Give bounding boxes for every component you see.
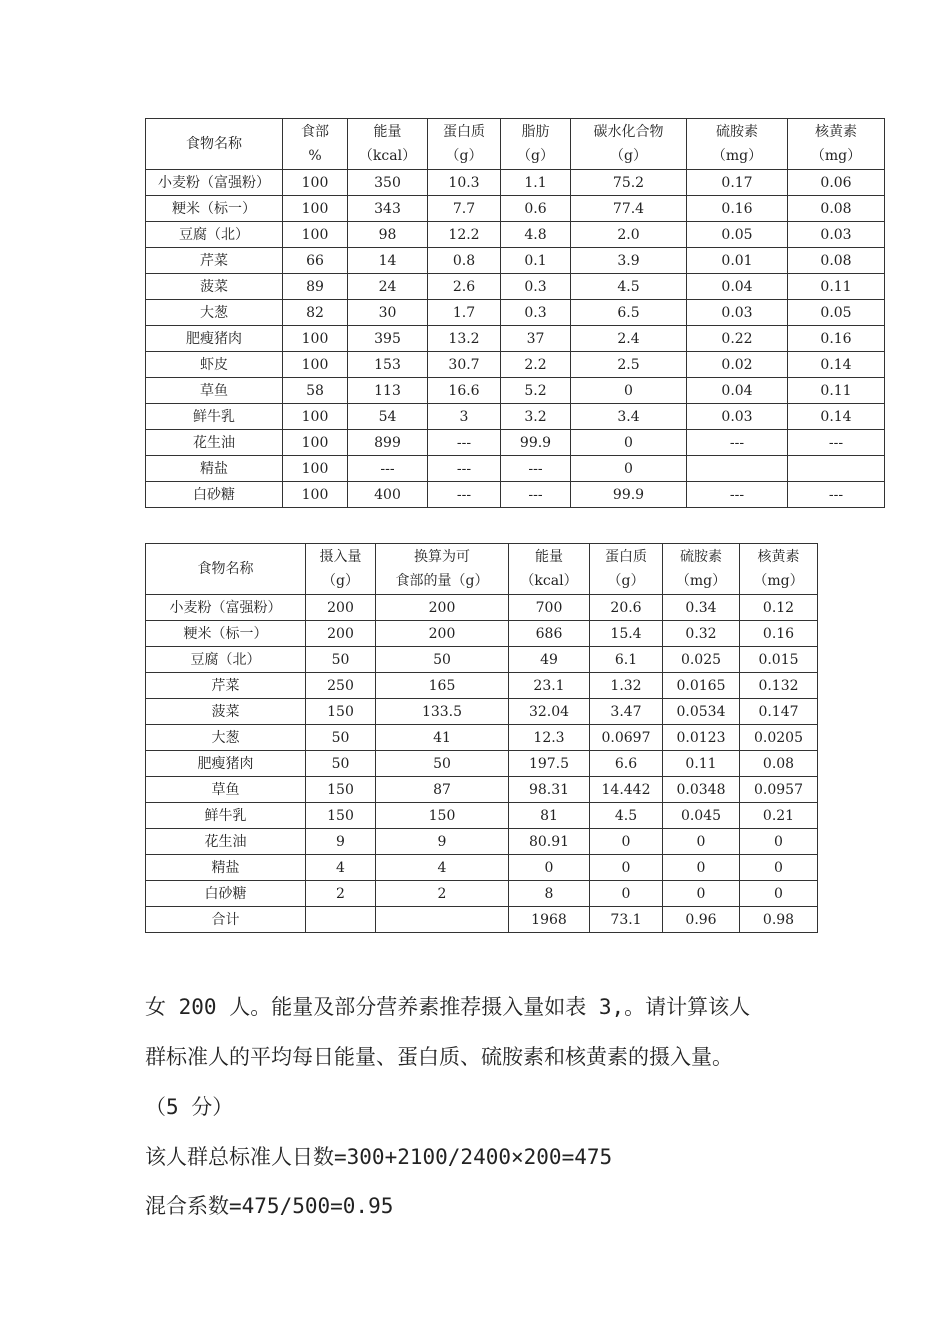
column-header: [283, 119, 348, 170]
table-cell: 100: [283, 170, 348, 196]
table-cell: 113: [348, 378, 428, 404]
table-cell: 0: [571, 378, 687, 404]
food-name-cell: 草鱼: [146, 777, 306, 803]
table-cell: 150: [376, 803, 509, 829]
table-cell: 14.442: [590, 777, 663, 803]
table-cell: 100: [283, 456, 348, 482]
table-cell: 4: [306, 855, 376, 881]
table-row: [146, 595, 818, 621]
food-name-cell: 花生油: [146, 430, 283, 456]
table-cell: 41: [376, 725, 509, 751]
food-name-cell: 精盐: [146, 855, 306, 881]
table-cell: 1968: [509, 907, 590, 933]
column-header: [146, 119, 283, 170]
table-cell: 4.8: [501, 222, 571, 248]
column-header-label: 碳水化合物: [593, 124, 664, 140]
table-cell: 0.03: [687, 300, 788, 326]
table-cell: 6.5: [571, 300, 687, 326]
table-cell: 6.1: [590, 647, 663, 673]
table-row: [146, 855, 818, 881]
column-header: [740, 544, 818, 595]
table-cell: 1.32: [590, 673, 663, 699]
column-header: [590, 544, 663, 595]
table-cell: 49: [509, 647, 590, 673]
table-cell: 10.3: [428, 170, 501, 196]
table-cell: 0.96: [663, 907, 740, 933]
table-cell: ---: [501, 482, 571, 508]
table-cell: ---: [687, 430, 788, 456]
table-row: [146, 222, 885, 248]
table-cell: 0.05: [788, 300, 885, 326]
food-name-cell: 草鱼: [146, 378, 283, 404]
table-cell: 13.2: [428, 326, 501, 352]
table-cell: 0.98: [740, 907, 818, 933]
table-cell: ---: [428, 430, 501, 456]
table-cell: 4: [376, 855, 509, 881]
table-cell: 0: [509, 855, 590, 881]
table-cell: 150: [306, 803, 376, 829]
table-cell: 50: [376, 751, 509, 777]
table-cell: ---: [788, 430, 885, 456]
table1-body: [146, 170, 885, 508]
column-header: [788, 119, 885, 170]
table-cell: ---: [501, 456, 571, 482]
table-cell: 0: [590, 829, 663, 855]
table-cell: 133.5: [376, 699, 509, 725]
table-cell: [788, 456, 885, 482]
table-row: [146, 170, 885, 196]
table-cell: 0.015: [740, 647, 818, 673]
table-cell: 12.2: [428, 222, 501, 248]
column-header: [306, 544, 376, 595]
table-cell: 14: [348, 248, 428, 274]
table-row: [146, 326, 885, 352]
table-cell: 0.0205: [740, 725, 818, 751]
table-cell: 99.9: [501, 430, 571, 456]
table-row: [146, 430, 885, 456]
table-row: [146, 482, 885, 508]
table-cell: 3: [428, 404, 501, 430]
table-cell: 15.4: [590, 621, 663, 647]
food-name-cell: 白砂糖: [146, 881, 306, 907]
table-cell: 0.21: [740, 803, 818, 829]
column-header-label: （g）: [322, 573, 359, 589]
column-header-label: （mg）: [753, 573, 804, 589]
table-cell: [306, 907, 376, 933]
table-cell: 0.02: [687, 352, 788, 378]
column-header-label: （kcal）: [520, 573, 578, 589]
table-cell: 100: [283, 222, 348, 248]
table-cell: 0.0534: [663, 699, 740, 725]
table-cell: ---: [428, 482, 501, 508]
table1-header: [146, 119, 885, 170]
table-row: [146, 378, 885, 404]
table-cell: 100: [283, 196, 348, 222]
table-row: [146, 881, 818, 907]
table-cell: 99.9: [571, 482, 687, 508]
food-name-cell: 菠菜: [146, 274, 283, 300]
table-row: [146, 456, 885, 482]
table-cell: 100: [283, 404, 348, 430]
food-name-cell: 豆腐（北）: [146, 647, 306, 673]
table-cell: 343: [348, 196, 428, 222]
table-cell: 54: [348, 404, 428, 430]
table-cell: 0.03: [788, 222, 885, 248]
table-cell: 400: [348, 482, 428, 508]
table-cell: 16.6: [428, 378, 501, 404]
table-cell: 12.3: [509, 725, 590, 751]
table-row: [146, 352, 885, 378]
intake-calculation-table: [145, 543, 818, 933]
table-cell: 350: [348, 170, 428, 196]
table-cell: 2.0: [571, 222, 687, 248]
food-name-cell: 小麦粉（富强粉）: [146, 170, 283, 196]
food-name-cell: 小麦粉（富强粉）: [146, 595, 306, 621]
table-row: [146, 803, 818, 829]
column-header-label: 脂肪: [521, 124, 550, 140]
table-cell: 0: [571, 456, 687, 482]
column-header-label: 食部: [301, 124, 329, 140]
table-cell: 0.01: [687, 248, 788, 274]
column-header-label: （mg）: [810, 148, 862, 164]
column-header-label: （kcal）: [358, 148, 417, 164]
table-cell: 0.0348: [663, 777, 740, 803]
table-cell: 0.0957: [740, 777, 818, 803]
table-row: [146, 699, 818, 725]
food-name-cell: 肥瘦猪肉: [146, 326, 283, 352]
table-cell: 0: [590, 855, 663, 881]
food-name-cell: 芹菜: [146, 248, 283, 274]
table-cell: 0.16: [687, 196, 788, 222]
table-cell: 8: [509, 881, 590, 907]
food-name-cell: 豆腐（北）: [146, 222, 283, 248]
table2-body: [146, 595, 818, 933]
column-header: [146, 544, 306, 595]
table-cell: 37: [501, 326, 571, 352]
table-cell: 0.04: [687, 378, 788, 404]
column-header-label: （mg）: [711, 148, 763, 164]
column-header-label: 硫胺素: [680, 549, 722, 565]
table-cell: 153: [348, 352, 428, 378]
table-cell: 197.5: [509, 751, 590, 777]
table-cell: 0.14: [788, 352, 885, 378]
table-cell: 20.6: [590, 595, 663, 621]
table-cell: 4.5: [571, 274, 687, 300]
table-cell: 165: [376, 673, 509, 699]
column-header: [571, 119, 687, 170]
column-header: [509, 544, 590, 595]
table-cell: 1.7: [428, 300, 501, 326]
column-header-label: （g）: [445, 148, 483, 164]
score-note: （5 分）: [145, 1095, 234, 1119]
table-cell: 0.1: [501, 248, 571, 274]
table-cell: 0.17: [687, 170, 788, 196]
column-header-label: 蛋白质: [443, 124, 485, 140]
table-row: [146, 621, 818, 647]
table-cell: 30.7: [428, 352, 501, 378]
standard-person-days-formula: 该人群总标准人日数=300+2100/2400×200=475: [145, 1145, 613, 1169]
table-cell: 0: [571, 430, 687, 456]
table-cell: 200: [306, 595, 376, 621]
column-header-label: （g）: [607, 573, 645, 589]
column-header-label: 能量: [535, 549, 563, 565]
column-header-label: （mg）: [675, 573, 727, 589]
column-header-label: 食部的量（g）: [395, 573, 489, 589]
table-cell: 200: [376, 621, 509, 647]
table-cell: 0: [740, 855, 818, 881]
column-header: [348, 119, 428, 170]
table-cell: 66: [283, 248, 348, 274]
table-cell: 75.2: [571, 170, 687, 196]
table-cell: 100: [283, 352, 348, 378]
table-cell: [687, 456, 788, 482]
table-cell: 0.14: [788, 404, 885, 430]
table-cell: 3.47: [590, 699, 663, 725]
table-cell: 50: [376, 647, 509, 673]
table-cell: 77.4: [571, 196, 687, 222]
table-cell: 0.0123: [663, 725, 740, 751]
table-cell: 73.1: [590, 907, 663, 933]
table-cell: 0: [740, 829, 818, 855]
table-cell: 30: [348, 300, 428, 326]
table-cell: 0.147: [740, 699, 818, 725]
table-cell: 0.3: [501, 300, 571, 326]
food-name-cell: 花生油: [146, 829, 306, 855]
table-cell: 686: [509, 621, 590, 647]
table-cell: 0.05: [687, 222, 788, 248]
question-text-line-2: 群标准人的平均每日能量、蛋白质、硫胺素和核黄素的摄入量。: [145, 1045, 733, 1069]
table-cell: 9: [376, 829, 509, 855]
table-cell: 0.0165: [663, 673, 740, 699]
column-header-label: 换算为可: [414, 549, 470, 565]
table-cell: 0.11: [788, 274, 885, 300]
table-cell: 2.6: [428, 274, 501, 300]
table-cell: 5.2: [501, 378, 571, 404]
table-cell: 700: [509, 595, 590, 621]
table-cell: 200: [306, 621, 376, 647]
column-header-label: 食物名称: [186, 136, 242, 152]
table-row: [146, 829, 818, 855]
table-cell: 0: [590, 881, 663, 907]
table-cell: 150: [306, 699, 376, 725]
table-cell: 0.22: [687, 326, 788, 352]
table-cell: 0: [663, 855, 740, 881]
table-cell: 58: [283, 378, 348, 404]
question-text-line-1: 女 200 人。能量及部分营养素推荐摄入量如表 3,。请计算该人: [145, 995, 751, 1019]
table-cell: 0.8: [428, 248, 501, 274]
table-cell: 3.2: [501, 404, 571, 430]
column-header: [428, 119, 501, 170]
table-cell: 100: [283, 430, 348, 456]
table-row: [146, 300, 885, 326]
table-cell: 0.32: [663, 621, 740, 647]
table-cell: 2: [376, 881, 509, 907]
table-cell: 80.91: [509, 829, 590, 855]
table-cell: 0.08: [740, 751, 818, 777]
column-header-label: 能量: [373, 124, 402, 140]
table-cell: 9: [306, 829, 376, 855]
table-cell: 2.2: [501, 352, 571, 378]
column-header-label: 核黄素: [757, 549, 800, 565]
column-header: [501, 119, 571, 170]
table-cell: ---: [428, 456, 501, 482]
table2-header: [146, 544, 818, 595]
column-header-label: 摄入量: [319, 549, 362, 565]
table-cell: 6.6: [590, 751, 663, 777]
food-name-cell: 大葱: [146, 725, 306, 751]
food-name-cell: 大葱: [146, 300, 283, 326]
table-cell: 0.3: [501, 274, 571, 300]
food-name-cell: 合计: [146, 907, 306, 933]
table-cell: 24: [348, 274, 428, 300]
column-header: [376, 544, 509, 595]
table-cell: 0.03: [687, 404, 788, 430]
table-cell: 3.9: [571, 248, 687, 274]
table-cell: 0: [740, 881, 818, 907]
table-cell: 98: [348, 222, 428, 248]
table-cell: 395: [348, 326, 428, 352]
table-cell: 0.132: [740, 673, 818, 699]
column-header-label: %: [308, 148, 322, 164]
column-header: [687, 119, 788, 170]
table-cell: 100: [283, 482, 348, 508]
column-header-label: 硫胺素: [716, 124, 758, 140]
table-cell: 89: [283, 274, 348, 300]
column-header-label: （g）: [517, 148, 554, 164]
table-cell: 2.5: [571, 352, 687, 378]
table-cell: 0.11: [663, 751, 740, 777]
food-name-cell: 粳米（标一）: [146, 621, 306, 647]
table-row: [146, 404, 885, 430]
table-row: [146, 248, 885, 274]
table-cell: 82: [283, 300, 348, 326]
food-name-cell: 粳米（标一）: [146, 196, 283, 222]
table-cell: 7.7: [428, 196, 501, 222]
table-cell: 50: [306, 725, 376, 751]
table-cell: 0.08: [788, 248, 885, 274]
table-cell: 32.04: [509, 699, 590, 725]
table-cell: 0.11: [788, 378, 885, 404]
table-cell: 0.6: [501, 196, 571, 222]
food-name-cell: 芹菜: [146, 673, 306, 699]
table-cell: 0.08: [788, 196, 885, 222]
table-cell: 1.1: [501, 170, 571, 196]
table-cell: 0: [663, 829, 740, 855]
table-cell: 2.4: [571, 326, 687, 352]
table-cell: 0.16: [740, 621, 818, 647]
header-row: [146, 544, 818, 595]
table-cell: 23.1: [509, 673, 590, 699]
table-cell: 50: [306, 751, 376, 777]
table-cell: 0.06: [788, 170, 885, 196]
table-cell: 899: [348, 430, 428, 456]
table-cell: ---: [687, 482, 788, 508]
table-cell: [376, 907, 509, 933]
table-cell: 100: [283, 326, 348, 352]
header-row: [146, 119, 885, 170]
table-cell: 200: [376, 595, 509, 621]
food-name-cell: 肥瘦猪肉: [146, 751, 306, 777]
table-cell: 2: [306, 881, 376, 907]
table-cell: 250: [306, 673, 376, 699]
table-row: [146, 274, 885, 300]
table-row: [146, 673, 818, 699]
table-row: [146, 751, 818, 777]
table-cell: 0.045: [663, 803, 740, 829]
table-cell: 0.0697: [590, 725, 663, 751]
food-name-cell: 虾皮: [146, 352, 283, 378]
table-cell: ---: [788, 482, 885, 508]
table-cell: 4.5: [590, 803, 663, 829]
food-name-cell: 精盐: [146, 456, 283, 482]
food-name-cell: 鲜牛乳: [146, 404, 283, 430]
table-cell: 50: [306, 647, 376, 673]
table-cell: 0.16: [788, 326, 885, 352]
table-cell: 3.4: [571, 404, 687, 430]
table-row: [146, 777, 818, 803]
food-name-cell: 白砂糖: [146, 482, 283, 508]
column-header: [663, 544, 740, 595]
column-header-label: 食物名称: [197, 561, 254, 577]
mixed-coefficient-formula: 混合系数=475/500=0.95: [145, 1194, 394, 1218]
table-cell: 150: [306, 777, 376, 803]
table-cell: 0: [663, 881, 740, 907]
column-header-label: （g）: [610, 148, 647, 164]
food-composition-table: [145, 118, 885, 508]
column-header-label: 蛋白质: [605, 549, 647, 565]
food-name-cell: 鲜牛乳: [146, 803, 306, 829]
table-cell: 87: [376, 777, 509, 803]
table-cell: 0.025: [663, 647, 740, 673]
table-row: [146, 647, 818, 673]
column-header-label: 核黄素: [815, 124, 857, 140]
table-row: [146, 196, 885, 222]
table-cell: 0.04: [687, 274, 788, 300]
table-cell: 98.31: [509, 777, 590, 803]
table-row: [146, 725, 818, 751]
table-cell: ---: [348, 456, 428, 482]
table-cell: 0.12: [740, 595, 818, 621]
table-cell: 81: [509, 803, 590, 829]
food-name-cell: 菠菜: [146, 699, 306, 725]
table-row: [146, 907, 818, 933]
table-cell: 0.34: [663, 595, 740, 621]
